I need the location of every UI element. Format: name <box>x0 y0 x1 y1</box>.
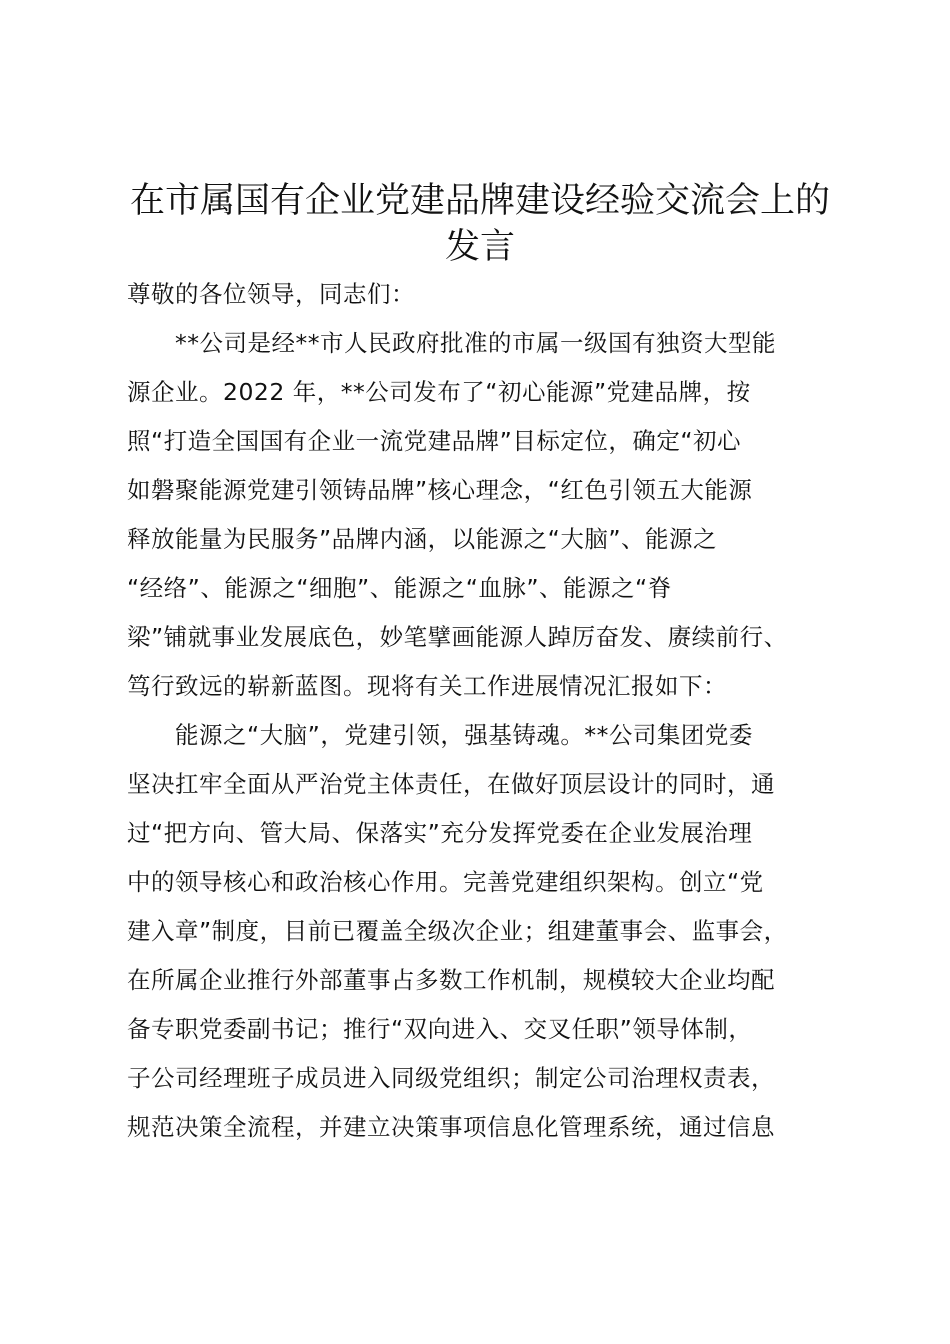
title-line: 在市属国有企业党建品牌建设经验交流会上的 <box>129 181 830 221</box>
text-line: “经络”、能源之“细胞”、能源之“血脉”、能源之“脊 <box>127 574 672 602</box>
text-line: **公司是经**市人民政府批准的市属一级国有独资大型能 <box>175 329 776 357</box>
paragraph-intro <box>127 319 833 711</box>
document-title <box>127 178 833 270</box>
text-line: 过“把方向、管大局、保落实”充分发挥党委在企业发展治理 <box>127 819 753 847</box>
paragraph-brain <box>127 711 833 1152</box>
text-line: 笃行致远的崭新蓝图。现将有关工作进展情况汇报如下： <box>127 672 727 700</box>
text-line: 子公司经理班子成员进入同级党组织；制定公司治理权责表， <box>127 1064 775 1092</box>
document-page <box>127 178 833 1152</box>
text-line: 照“打造全国国有企业一流党建品牌”目标定位，确定“初心 <box>127 427 742 455</box>
text-line: 在所属企业推行外部董事占多数工作机制，规模较大企业均配 <box>127 966 775 994</box>
text-line: 备专职党委副书记；推行“双向进入、交叉任职”领导体制， <box>127 1015 753 1043</box>
text-line: 梁”铺就事业发展底色，妙笔擘画能源人踔厉奋发、赓续前行、 <box>127 623 788 651</box>
title-line: 发言 <box>444 227 515 267</box>
text-line: 坚决扛牢全面从严治党主体责任，在做好顶层设计的同时，通 <box>127 770 775 798</box>
text-line: 建入章”制度，目前已覆盖全级次企业；组建董事会、监事会， <box>127 917 788 945</box>
text-line: 规范决策全流程，并建立决策事项信息化管理系统，通过信息 <box>127 1113 775 1141</box>
text-line: 释放能量为民服务”品牌内涵，以能源之“大脑”、能源之 <box>127 525 718 553</box>
salutation: 尊敬的各位领导，同志们： <box>127 280 415 308</box>
text-line: 能源之“大脑”，党建引领，强基铸魂。**公司集团党委 <box>175 721 753 749</box>
text-line: 中的领导核心和政治核心作用。完善党建组织架构。创立“党 <box>127 868 764 896</box>
text-line: 源企业。2022 年，**公司发布了“初心能源”党建品牌，按 <box>127 378 751 406</box>
text-line: 如磐聚能源党建引领铸品牌”核心理念，“红色引领五大能源 <box>127 476 753 504</box>
